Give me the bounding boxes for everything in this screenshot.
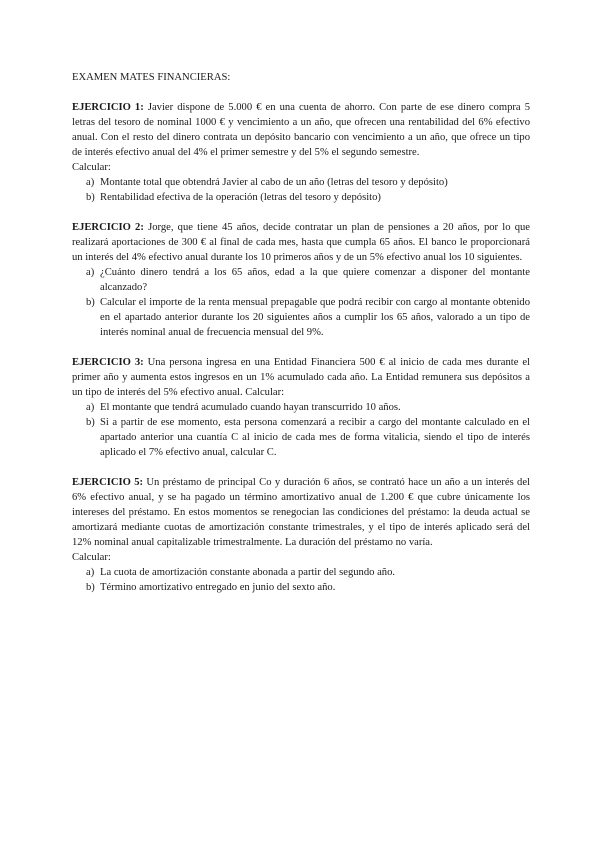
- exercise-statement: [72, 100, 530, 160]
- exercise-1: [72, 100, 530, 205]
- question-item: [72, 175, 530, 190]
- document-title: EXAMEN MATES FINANCIERAS:: [72, 72, 231, 83]
- item-text: Montante total que obtendrá Javier al cabo de un año (letras del tesoro y depósito): [100, 177, 448, 188]
- exercise-label: EJERCICIO 3:: [72, 357, 144, 368]
- calc-label: Calcular:: [72, 552, 111, 563]
- item-text: Término amortizativo entregado en junio del sexto año.: [100, 582, 336, 593]
- item-marker: b): [86, 582, 95, 593]
- question-item: [72, 295, 530, 340]
- exercise-label: EJERCICIO 5:: [72, 477, 144, 488]
- question-item: [72, 580, 530, 595]
- exercise-5: [72, 475, 530, 595]
- exercise-text: Un préstamo de principal Co y duración 6 años, se contrató hace un año a un interés del 6% efectivo anual, y se ha pagado un término amortizativo anual de 1.200 € que cubre únicamente los intereses del préstamo. En estos momentos se renegocian las condiciones del préstamo: la deuda actual se amortizará mediante cuotas de amortización constante trimestrales, y el tipo de interés aplicado será del 12% nominal anual capitalizable trimestralmente. La duración del préstamo no varía.: [72, 477, 530, 548]
- exercise-2: [72, 220, 530, 340]
- item-text: Calcular el importe de la renta mensual prepagable que podrá recibir con cargo al montante obtenido en el apartado anterior durante los 20 siguientes años a cumplir los 65 años, valorado a un tipo de interés nominal anual de frecuencia mensual del 9%.: [100, 297, 530, 338]
- question-list: [72, 565, 530, 595]
- item-text: La cuota de amortización constante abonada a partir del segundo año.: [100, 567, 396, 578]
- item-text: Si a partir de ese momento, esta persona comenzará a recibir a cargo del montante calculado en el apartado anterior una cuantía C al inicio de cada mes de forma vitalicia, siendo el tipo de interés aplicado el 7% efectivo anual, calcular C.: [100, 417, 530, 458]
- question-list: [72, 175, 530, 205]
- question-item: [72, 265, 530, 295]
- item-marker: a): [86, 177, 95, 188]
- item-text: El montante que tendrá acumulado cuando hayan transcurrido 10 años.: [100, 402, 401, 413]
- question-item: [72, 190, 530, 205]
- calc-label: Calcular:: [72, 162, 111, 173]
- item-marker: a): [86, 402, 95, 413]
- question-item: [72, 565, 530, 580]
- exercise-statement: [72, 475, 530, 550]
- item-marker: b): [86, 417, 95, 428]
- exercise-label: EJERCICIO 1:: [72, 102, 144, 113]
- exercise-statement: [72, 355, 530, 400]
- item-text: Rentabilidad efectiva de la operación (letras del tesoro y depósito): [100, 192, 381, 203]
- question-item: [72, 415, 530, 460]
- item-text: ¿Cuánto dinero tendrá a los 65 años, edad a la que quiere comenzar a disponer del montante alcanzado?: [100, 267, 530, 293]
- item-marker: b): [86, 297, 95, 308]
- question-item: [72, 400, 530, 415]
- item-marker: a): [86, 267, 95, 278]
- exercise-text: Javier dispone de 5.000 € en una cuenta de ahorro. Con parte de ese dinero compra 5 letras del tesoro de nominal 1000 € y vencimiento a un año, que ofrecen una rentabilidad del 6% efectivo anual. Con el resto del dinero contrata un depósito bancario con vencimiento a un año, que ofrece un tipo de interés efectivo anual del 4% el primer semestre y del 5% el segundo semestre.: [72, 102, 530, 158]
- question-list: [72, 265, 530, 340]
- exercise-text: Una persona ingresa en una Entidad Financiera 500 € al inicio de cada mes durante el primer año y aumenta estos ingresos en un 1% acumulado cada año. La Entidad remunera sus depósitos a un tipo de interés del 5% efectivo anual. Calcular:: [72, 357, 531, 398]
- item-marker: a): [86, 567, 95, 578]
- item-marker: b): [86, 192, 95, 203]
- question-list: [72, 400, 530, 460]
- document-content: [72, 70, 530, 610]
- exercise-text: Jorge, que tiene 45 años, decide contratar un plan de pensiones a 20 años, por lo que realizará aportaciones de 300 € al final de cada mes, hasta que cumpla 65 años. El banco le proporcionará un interés del 4% efectivo anual durante los 10 primeros años y de un 5% efectivo anual los 10 siguientes.: [72, 222, 530, 263]
- exercise-label: EJERCICIO 2:: [72, 222, 144, 233]
- exercise-3: [72, 355, 530, 460]
- exercise-statement: [72, 220, 530, 265]
